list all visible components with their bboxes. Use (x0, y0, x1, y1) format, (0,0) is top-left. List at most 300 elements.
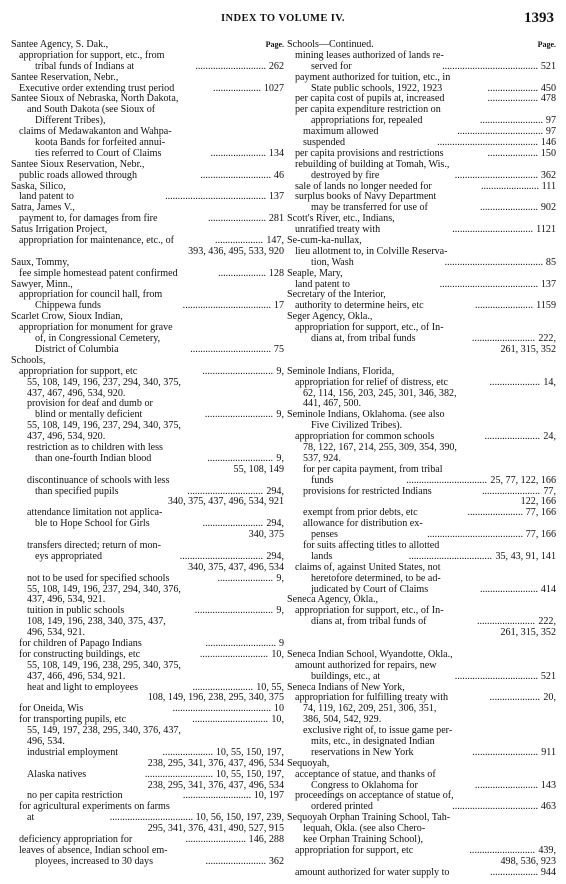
page-reference: 9, (276, 452, 284, 464)
index-entry-text: for per capita payment, from tribal (303, 463, 443, 475)
index-entry-text: of, in Congressional Cemetery, (35, 333, 161, 345)
page-reference: 944 (540, 866, 556, 878)
page-reference: 20, (543, 692, 556, 704)
index-line (11, 345, 284, 356)
index-entry-text: Santee Sioux Reservation, Nebr., (11, 158, 145, 170)
index-entry-text: proceedings on acceptance of statue of, (295, 790, 454, 802)
index-entry-text: payment to, for damages from fire (19, 213, 158, 225)
index-entry-text: suspended (303, 137, 346, 149)
page-reference: 35, 43, 91, 141 (495, 550, 556, 562)
dot-leader: .......................... (207, 453, 273, 464)
index-line (287, 672, 556, 683)
dot-leader: ........................ (185, 835, 246, 846)
dot-leader: ................................ (190, 344, 271, 355)
index-entry-text: Schools, (11, 354, 46, 366)
index-line (11, 519, 284, 530)
dot-leader: ....................... (481, 486, 540, 497)
index-entry-text: 62, 114, 156, 203, 245, 301, 346, 382, (303, 387, 457, 399)
index-entry-text: for Oneida, Wis (19, 703, 84, 715)
index-entry-text: sale of lands no longer needed for (295, 180, 432, 192)
dot-leader: ....................... (479, 203, 538, 214)
page-reference: 55, 108, 149 (233, 463, 284, 475)
index-entry-text: 55, 149, 197, 238, 295, 340, 376, 437, (27, 725, 181, 737)
index-entry-text: 537, 924. (303, 452, 341, 464)
index-entry-text: exclusive right of, to issue game per- (303, 725, 453, 737)
running-title: INDEX TO VOLUME IV. (221, 13, 345, 24)
dot-leader: ....................................... (444, 257, 543, 268)
page-reference: 9, (276, 605, 284, 617)
page-reference: 362 (540, 169, 556, 181)
index-entry-text: per capita cost of pupils at, increased (295, 93, 445, 105)
index-entry-text: heretofore determined, to be ad- (311, 572, 441, 584)
dot-leader: .................... (489, 693, 540, 704)
index-entry-text: Scarlet Crow, Sioux Indian, (11, 311, 123, 323)
dot-leader: ............................ (202, 366, 273, 377)
index-entry-text: ble to Hope School for Girls (35, 518, 150, 530)
index-entry-text: 496, 534, 921. (27, 627, 86, 639)
dot-leader: .............................. (187, 486, 263, 497)
page-column-heading: Page. (537, 40, 556, 49)
page-reference: 77, 166 (525, 507, 556, 519)
index-entry-text: for agricultural experiments on farms (19, 801, 170, 813)
page-reference: 77, (543, 485, 556, 497)
page-reference: 521 (540, 670, 556, 682)
index-line (287, 378, 556, 389)
dot-leader: ................................... (182, 301, 271, 312)
index-entry-text: per capita provisions and restrictions (295, 147, 444, 159)
dot-leader: ........................... (144, 769, 213, 780)
page-reference: 1121 (536, 224, 556, 236)
index-line (11, 367, 284, 378)
index-line (11, 73, 284, 84)
page-reference: 150 (540, 147, 556, 159)
index-entry-text: ordered printed (311, 801, 373, 813)
page-reference: 17 (273, 300, 284, 312)
dot-leader: .................... (487, 94, 538, 105)
index-line (287, 171, 556, 182)
index-entry-text: destroyed by fire (311, 169, 380, 181)
index-entry-text: buildings, etc., at (311, 670, 381, 682)
index-entry-text: land patent to (19, 191, 74, 203)
index-line (11, 171, 284, 182)
dot-leader: ................................ (452, 225, 533, 236)
index-entry-text: Saux, Tommy, (11, 256, 70, 268)
index-entry-text: claims of Medawakanton and Wahpa- (19, 126, 172, 138)
page-reference: 902 (540, 202, 556, 214)
dot-leader: .................................. (452, 802, 538, 813)
index-entry-text: discontinuance of schools with less (27, 474, 170, 486)
page-reference: 222, (538, 616, 556, 628)
index-entry-text: koota Bands for forfeited annui- (35, 137, 166, 149)
dot-leader: ................................. (179, 551, 263, 562)
page-reference: 97 (545, 126, 556, 138)
dot-leader: .................... (487, 148, 538, 159)
index-entry-text: amount authorized for repairs, new (295, 659, 437, 671)
index-entry-text: judicated by Court of Claims (311, 583, 429, 595)
index-entry-text: than one-fourth Indian blood (35, 452, 152, 464)
index-page-continuation (11, 563, 284, 574)
page-reference: 281 (268, 213, 284, 225)
index-entry-text: maximum allowed (303, 126, 379, 138)
index-entry-text: public roads allowed through (19, 169, 138, 181)
index-entry-text: Santee Sioux of Nebraska, North Dakota, (11, 93, 179, 105)
page-reference: 238, 295, 341, 376, 437, 496, 534 (147, 757, 284, 769)
dot-leader: ......................... (479, 116, 543, 127)
index-entry-text: deficiency appropriation for (19, 834, 133, 846)
dot-leader: ...................................... (442, 61, 538, 72)
index-entry-text: Executive order extending trust period (19, 82, 175, 94)
dot-leader: ................................. (454, 671, 538, 682)
dot-leader: ................... (213, 83, 261, 94)
index-entry-text: appropriation for support, etc (295, 844, 414, 856)
index-line (287, 465, 556, 476)
index-entry-text: eys appropriated (35, 550, 102, 562)
page-reference: 10 (273, 703, 284, 715)
index-entry-text: ployees, increased to 30 days (35, 855, 154, 867)
index-entry-text: Secretary of the Interior, (287, 289, 386, 301)
dot-leader: ................................ (406, 475, 487, 486)
index-entry-text: 108, 149, 196, 238, 340, 375, 437, (27, 616, 166, 628)
index-entry-text: appropriation for monument for grave (19, 322, 173, 334)
index-entry-text: 437, 496, 534, 921. (27, 594, 106, 606)
index-entry-text: Satra, James V., (11, 202, 75, 214)
index-entry-text: appropriation for common schools (295, 431, 435, 443)
page-reference: 137 (540, 278, 556, 290)
index-entry-text: dians at, from tribal funds (311, 333, 416, 345)
index-entry-text: than specified pupils (35, 485, 119, 497)
dot-leader: ....................... (476, 617, 535, 628)
dot-leader: .................... (487, 83, 538, 94)
dot-leader: ............................ (195, 61, 266, 72)
index-entry-text: for constructing buildings, etc (19, 648, 141, 660)
index-entry-text: transfers directed; return of mon- (27, 539, 161, 551)
index-entry-text: tribal funds of Indians at (35, 60, 135, 72)
dot-leader: .................... (162, 747, 213, 758)
index-entry-text: lequah, Okla. (see also Chero- (303, 823, 426, 835)
index-entry-text: at (27, 812, 35, 824)
page-reference: 9, (276, 572, 284, 584)
index-entry-text: 55, 108, 149, 196, 237, 294, 340, 376, (27, 583, 181, 595)
index-entry-text: may be transferred for use of (311, 202, 428, 214)
index-entry-text: 437, 466, 496, 534, 921. (27, 670, 126, 682)
page-reference: 9, (276, 365, 284, 377)
page-reference: 97 (545, 115, 556, 127)
index-entry-text: 437, 496, 534, 920. (27, 431, 106, 443)
index-line (287, 574, 556, 585)
dot-leader: ...................... (467, 508, 523, 519)
dot-leader: ...................... (210, 148, 266, 159)
dot-leader: ........................................ (165, 192, 266, 203)
page-reference: 340, 375 (248, 529, 284, 541)
page-reference: 261, 315, 352 (500, 627, 556, 639)
dot-leader: ....................................... (439, 279, 538, 290)
index-entry-text: 386, 504, 542, 929. (303, 714, 382, 726)
index-entry-text: acceptance of statue, and thanks of (295, 768, 436, 780)
dot-leader: .............................. (192, 715, 268, 726)
dot-leader: ................... (490, 867, 538, 878)
dot-leader: ................... (218, 268, 266, 279)
index-entry-text: tion, Wash (311, 256, 354, 268)
dot-leader: ....................... (207, 214, 266, 225)
index-entry-text: payment authorized for tuition, etc., in (295, 71, 451, 83)
dot-leader: ....................... (480, 181, 539, 192)
index-entry-text: not to be used for specified schools (27, 572, 170, 584)
page-header (0, 10, 566, 28)
dot-leader: ................................. (109, 813, 193, 824)
index-entry-text: leaves of absence, Indian school em- (19, 844, 168, 856)
page-reference: 439, (538, 844, 556, 856)
index-entry-text: 55, 108, 149, 196, 237, 294, 340, 375, (27, 420, 181, 432)
index-entry-text: Santee Reservation, Nebr., (11, 71, 119, 83)
index-entry-text: Satus Irrigation Project, (11, 224, 108, 236)
index-entry-text: appropriation for support, etc (19, 365, 138, 377)
index-entry-text: Seaple, Mary, (287, 267, 343, 279)
index-entry-text: Seneca Indians of New York, (287, 681, 405, 693)
page-reference: 9, (276, 409, 284, 421)
dot-leader: .......................... (472, 747, 538, 758)
index-entry-text: allowance for distribution ex- (303, 518, 423, 530)
index-entry-text: restriction as to children with less (27, 441, 163, 453)
dot-leader: ................... (215, 236, 263, 247)
page-reference: 137 (268, 191, 284, 203)
page-reference: 10, (271, 714, 284, 726)
page-reference: 222, (538, 333, 556, 345)
index-entry-text: appropriation for support, etc., of In- (295, 322, 444, 334)
index-line (11, 269, 284, 280)
page-reference: 450 (540, 82, 556, 94)
index-entry-text: rebuilding of building at Tomah, Wis., (295, 158, 450, 170)
index-entry-text: 74, 119, 162, 209, 251, 306, 351, (303, 703, 437, 715)
page-reference: 294, (266, 550, 284, 562)
dot-leader: ....................... (479, 584, 538, 595)
page-reference: 521 (540, 60, 556, 72)
index-entry-text: Schools—Continued. (287, 39, 374, 50)
page-reference: 143 (540, 779, 556, 791)
page-reference: 10, 55, 150, 197, (215, 746, 284, 758)
dot-leader: .................... (489, 377, 540, 388)
dot-leader: ........................... (204, 410, 273, 421)
page-reference: 261, 315, 352 (500, 343, 556, 355)
page-reference: 111 (541, 180, 556, 192)
index-entry-text: appropriations for, repealed (311, 115, 423, 127)
index-entry-text: 496, 534. (27, 736, 65, 747)
page-reference: 463 (540, 801, 556, 813)
index-entry-text: appropriation for support, etc., from (19, 49, 165, 61)
index-entry-text: appropriation for fulfilling treaty with (295, 692, 449, 704)
index-entry-text: lieu allotment to, in Colville Reserva- (295, 245, 448, 257)
index-entry-text: no per capita restriction (27, 790, 123, 802)
page-column-heading: Page. (265, 40, 284, 49)
index-page-continuation (287, 345, 556, 356)
index-line (11, 476, 284, 487)
page-reference: 10, 55, (256, 681, 284, 693)
dot-leader: .......................... (469, 845, 535, 856)
index-entry-text: kee Orphan Training School), (303, 834, 423, 846)
index-line (11, 378, 284, 389)
page-reference: 238, 295, 341, 376, 437, 496, 534 (147, 779, 284, 791)
index-entry-text: Sequoyah Orphan Training School, Tah- (287, 812, 451, 824)
index-line (11, 672, 284, 683)
index-entry-text: lands (311, 550, 333, 562)
index-entry-text: authority to determine heirs, etc (295, 300, 424, 312)
index-entry-text: fee simple homestead patent confirmed (19, 267, 178, 279)
index-line (287, 563, 556, 574)
page-reference: 340, 375, 437, 496, 534 (188, 561, 284, 573)
index-page-continuation (11, 465, 284, 476)
index-line (287, 770, 556, 781)
index-line (287, 367, 556, 378)
page-reference: 10, (271, 648, 284, 660)
index-entry-text: blind or mentally deficient (35, 409, 143, 421)
index-entry-text: Seger Agency, Okla., (287, 311, 373, 323)
index-entry-text: 55, 108, 149, 196, 238, 295, 340, 375, (27, 659, 181, 671)
index-entry-text: Seneca Agency, Okla., (287, 594, 378, 606)
index-entry-text: 55, 108, 149, 196, 237, 294, 340, 375, (27, 376, 181, 388)
index-entry-text: Saska, Silico, (11, 180, 66, 192)
index-line (287, 73, 556, 84)
index-entry-text: appropriation for maintenance, etc., of (19, 235, 174, 247)
page-reference: 14, (543, 376, 556, 388)
index-entry-text: Se-cum-ka-nullax, (287, 235, 362, 247)
dot-leader: ................................. (454, 170, 538, 181)
index-entry-text: per capita expenditure restriction on (295, 104, 441, 116)
page-reference: 911 (541, 746, 556, 758)
index-entry-text: Different Tribes), (35, 115, 106, 127)
page-reference: 146 (540, 137, 556, 149)
index-line (11, 770, 284, 781)
index-page-continuation (287, 628, 556, 639)
index-entry-text: appropriation for support, etc., of In- (295, 605, 444, 617)
index-entry-text: Sequoyah, (287, 757, 330, 769)
index-entry-text: reservations in New York (311, 746, 414, 758)
dot-leader: ........................ (205, 856, 266, 867)
index-entry-text: 441, 467, 500. (303, 398, 362, 410)
index-entry-text: 78, 122, 167, 214, 255, 309, 354, 390, (303, 441, 457, 453)
index-entry-text: surplus books of Navy Department (295, 191, 437, 203)
left-index-column (11, 40, 284, 868)
index-entry-text: amount authorized for water supply to (295, 866, 450, 878)
index-entry-text: Seminole Indians, Oklahoma. (see also (287, 409, 445, 421)
dot-leader: ............................ (200, 170, 271, 181)
index-entry-text: for suits affecting titles to allotted (303, 539, 440, 551)
index-line (11, 857, 284, 868)
page-reference: 262 (268, 60, 284, 72)
page-reference: 134 (268, 147, 284, 159)
page-reference: 393, 436, 495, 533, 920 (188, 245, 284, 257)
page-reference: 498, 536, 923 (500, 855, 556, 867)
page-reference: 108, 149, 196, 238, 295, 340, 375 (147, 692, 284, 704)
dot-leader: ....................... (474, 301, 533, 312)
index-entry-text: Five Civilized Tribes). (311, 420, 403, 432)
page-reference: 24, (543, 431, 556, 443)
index-entry-text: land patent to (295, 278, 350, 290)
page-reference: 25, 77, 122, 166 (490, 474, 556, 486)
page-reference: 294, (266, 518, 284, 530)
index-entry-text: Seneca Indian School, Wyandotte, Okla., (287, 648, 453, 660)
index-entry-text: provisions for restricted Indians (303, 485, 432, 497)
dot-leader: ....................................... (172, 704, 271, 715)
dot-leader: ...................... (217, 573, 273, 584)
dot-leader: ...................................... (427, 530, 523, 541)
dot-leader: ......................... (471, 334, 535, 345)
page-reference: 85 (545, 256, 556, 268)
index-entry-text: provision for deaf and dumb or (27, 398, 153, 410)
index-entry-text: industrial employment (27, 746, 119, 758)
dot-leader: ........................... (199, 649, 268, 660)
page-reference: 128 (268, 267, 284, 279)
index-line (287, 487, 556, 498)
index-entry-text: mits, etc., in designated Indian (311, 736, 435, 747)
page-reference: 10, 55, 150, 197, (215, 768, 284, 780)
dot-leader: .................................. (457, 127, 543, 138)
index-line (11, 574, 284, 585)
dot-leader: ........................................ (437, 138, 538, 149)
index-entry-text: appropriation for relief of distress, etc (295, 376, 449, 388)
dot-leader: ........................... (182, 791, 251, 802)
page-reference: 9 (278, 637, 284, 649)
page-reference: 75 (273, 343, 284, 355)
page-number: 1393 (524, 10, 554, 26)
page-reference: 340, 375, 437, 496, 534, 921 (167, 496, 284, 508)
index-entry-text: State public schools, 1922, 1923 (311, 82, 443, 94)
dot-leader: ...................... (484, 432, 540, 443)
index-line (287, 868, 556, 879)
index-entry-text: 437, 467, 496, 534, 920. (27, 387, 126, 399)
page-reference: 122, 166 (520, 496, 556, 508)
index-line (287, 269, 556, 280)
page-reference: 1027 (263, 82, 284, 94)
index-entry-text: Seminole Indians, Florida, (287, 365, 395, 377)
index-entry-text: heat and light to employees (27, 681, 139, 693)
index-entry-text: attendance limitation not applica- (27, 507, 163, 519)
index-entry-text: Santee Agency, S. Dak., (11, 39, 109, 50)
index-entry-text: dians at, from tribal funds of (311, 616, 427, 628)
page-reference: 10, 197 (253, 790, 284, 802)
index-entry-text: mining leases authorized of lands re- (295, 49, 444, 61)
page-reference: 46 (273, 169, 284, 181)
index-entry-text: ties referred to Court of Claims (35, 147, 162, 159)
index-entry-text: and South Dakota (see Sioux of (27, 104, 156, 116)
index-entry-text: unratified treaty with (295, 224, 381, 236)
dot-leader: ............................ (205, 638, 276, 649)
page-reference: 295, 341, 376, 431, 490, 527, 915 (147, 823, 284, 835)
index-entry-text: appropriation for council hall, from (19, 289, 163, 301)
index-entry-text: served for (311, 60, 352, 72)
index-entry-text: claims of, against United States, not (295, 561, 441, 573)
index-entry-text: penses (311, 529, 338, 541)
index-entry-text: Chippewa funds (35, 300, 101, 312)
page-reference: 362 (268, 855, 284, 867)
index-entry-text: District of Columbia (35, 343, 119, 355)
index-entry-text: Sawyer, Minn., (11, 278, 73, 290)
page-reference: 414 (540, 583, 556, 595)
index-entry-text: tuition in public schools (27, 605, 125, 617)
index-line (287, 476, 556, 487)
index-entry-text: Alaska natives (27, 768, 87, 780)
index-entry-text: Scott's River, etc., Indians, (287, 213, 395, 225)
index-entry-text: for children of Papago Indians (19, 637, 142, 649)
page-reference: 77, 166 (525, 529, 556, 541)
index-entry-text: funds (311, 474, 334, 486)
dot-leader: ................................. (408, 551, 492, 562)
dot-leader: ......................... (474, 780, 538, 791)
page-reference: 146, 288 (248, 834, 284, 846)
page-reference: 478 (540, 93, 556, 105)
dot-leader: ............................... (194, 606, 273, 617)
page-reference: 1159 (536, 300, 556, 312)
page-reference: 10, 56, 150, 197, 239, (195, 812, 284, 824)
page-reference: 147, (266, 235, 284, 247)
